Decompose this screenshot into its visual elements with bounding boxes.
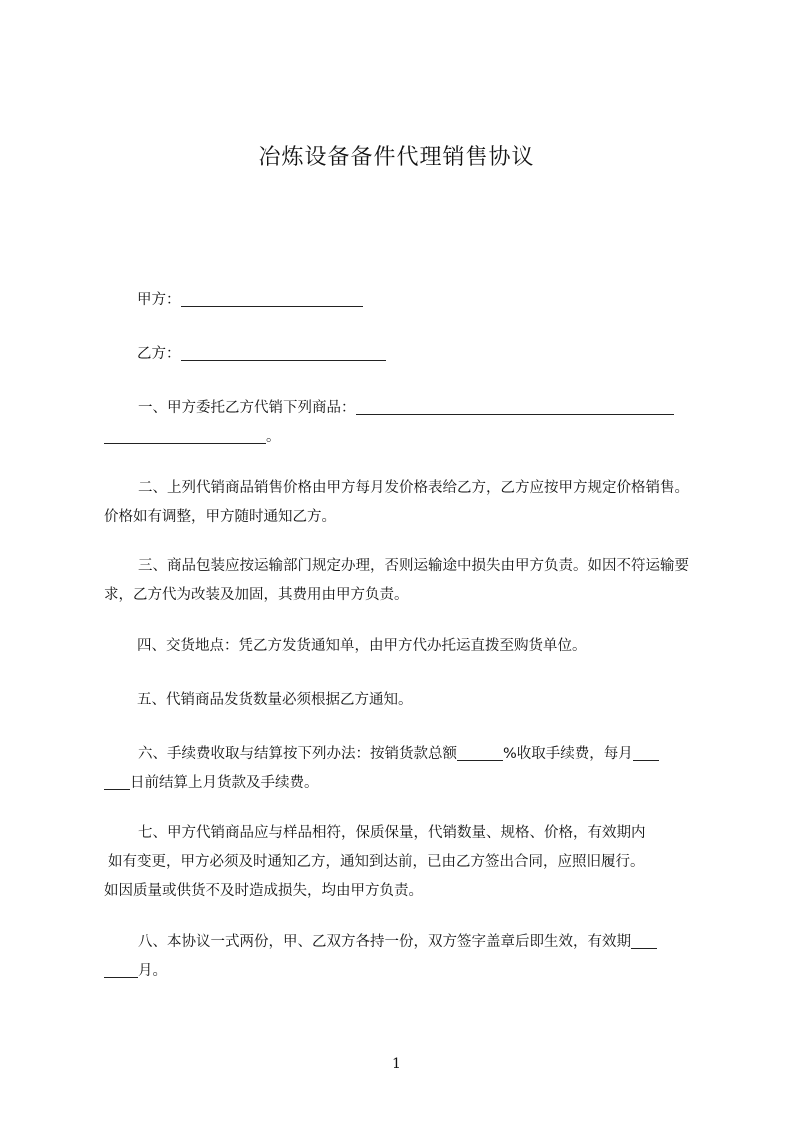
clause-6-part3: 日前结算上月货款及手续费。 [130, 775, 319, 791]
settlement-day-blank-2[interactable] [104, 774, 130, 790]
party-a-line [137, 286, 735, 315]
party-a-blank[interactable] [181, 291, 363, 307]
page-number: 1 [392, 1056, 401, 1072]
document-title: 冶炼设备备件代理销售协议 [258, 145, 535, 170]
clause-2: 二、上列代销商品销售价格由甲方每月发价格表给乙方，乙方应按甲方规定价格销售。价格如有调整，甲方随时通知乙方。 [104, 480, 689, 525]
clause-1-blank-2[interactable] [104, 428, 266, 444]
clause-7-line1: 七、甲方代销商品应与样品相符，保质保量，代销数量、规格、价格，有效期内 [138, 825, 646, 841]
validity-blank-2[interactable] [104, 962, 138, 978]
clause-7 [104, 819, 702, 906]
validity-blank-1[interactable] [631, 933, 657, 949]
party-a-label: 甲方： [137, 292, 181, 308]
clause-6 [104, 740, 702, 798]
settlement-day-blank-1[interactable] [633, 745, 659, 761]
clause-1-text: 一、甲方委托乙方代销下列商品： [138, 400, 356, 416]
clause-1 [104, 394, 702, 452]
clause-3: 三、商品包装应按运输部门规定办理，否则运输途中损失由甲方负责。如因不符运输要求，乙方代为改装及加固，其费用由甲方负责。 [104, 558, 689, 603]
clause-8 [104, 928, 702, 986]
clause-8-part2: 月。 [138, 963, 167, 979]
clause-5: 五、代销商品发货数量必须根据乙方通知。 [137, 692, 413, 708]
clause-4: 四、交货地点：凭乙方发货通知单，由甲方代办托运直拨至购货单位。 [137, 638, 587, 654]
party-b-blank[interactable] [181, 345, 386, 361]
clause-6-part1: 六、手续费收取与结算按下列办法：按销货款总额 [138, 746, 457, 762]
clause-1-end: 。 [266, 429, 281, 445]
clause-1-blank-1[interactable] [356, 399, 674, 415]
party-b-label: 乙方： [137, 346, 181, 362]
fee-percent-blank[interactable] [457, 745, 503, 761]
clause-7-line2: 如有变更，甲方必须及时通知乙方，通知到达前，已由乙方签出合同，应照旧履行。 [108, 854, 645, 870]
clause-8-part1: 八、本协议一式两份，甲、乙双方各持一份，双方签字盖章后即生效，有效期 [138, 934, 631, 950]
clause-7-line3: 如因质量或供货不及时造成损失，均由甲方负责。 [104, 883, 423, 899]
party-b-line [137, 340, 735, 369]
clause-6-part2: %收取手续费，每月 [503, 746, 633, 762]
